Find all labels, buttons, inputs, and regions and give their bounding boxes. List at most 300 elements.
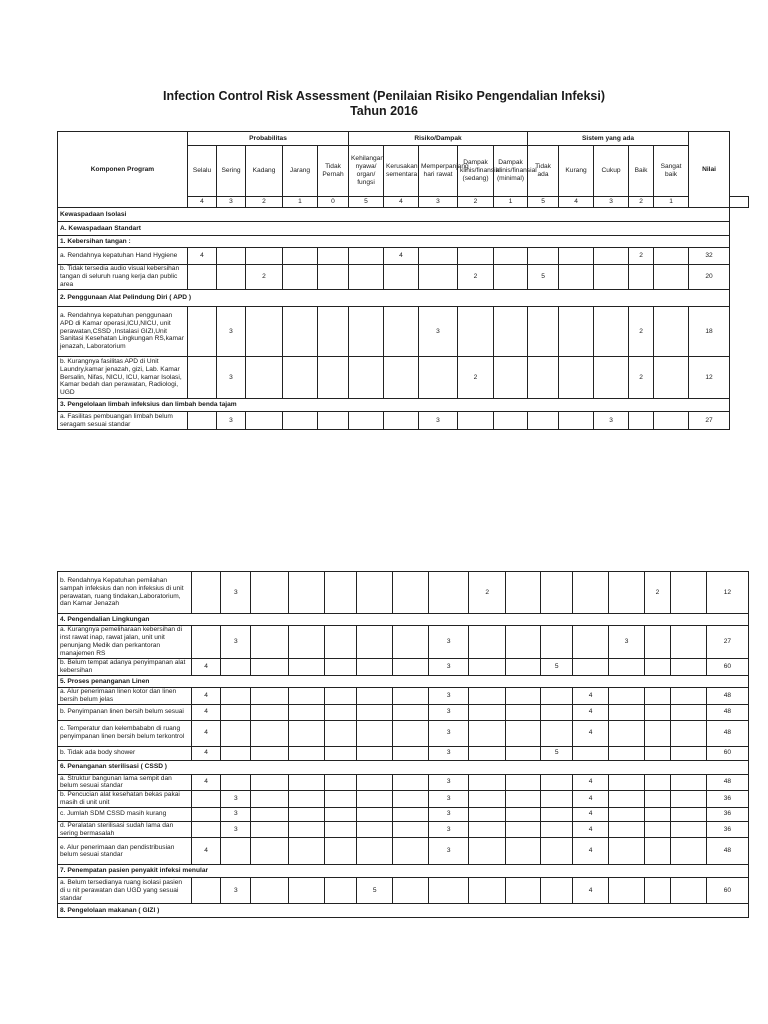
- score-cell: [645, 821, 671, 838]
- table-row: [58, 688, 749, 705]
- score-cell: [506, 878, 541, 904]
- score-cell: [357, 704, 393, 720]
- score-cell: [458, 248, 494, 265]
- score-cell: 3: [429, 688, 469, 705]
- score-cell: [251, 774, 289, 791]
- score-cell: [506, 572, 541, 614]
- score-cell: [283, 248, 318, 265]
- score-cell: [289, 774, 325, 791]
- score-cell: [393, 659, 429, 676]
- section-row: [58, 236, 749, 248]
- header-column-label: Kadang: [246, 146, 283, 197]
- score-cell: 3: [429, 774, 469, 791]
- nilai-cell: 32: [689, 248, 730, 265]
- score-cell: [318, 357, 349, 399]
- score-cell: [670, 688, 706, 705]
- score-cell: [494, 357, 528, 399]
- section-row: [58, 614, 749, 626]
- score-cell: 3: [429, 838, 469, 865]
- table-row: [58, 357, 749, 399]
- table-row: [58, 307, 749, 357]
- score-cell: [645, 774, 671, 791]
- score-cell: 4: [573, 720, 609, 746]
- score-cell: [318, 248, 349, 265]
- score-cell: 3: [429, 720, 469, 746]
- header-column-score: 1: [494, 197, 528, 208]
- score-cell: 3: [221, 821, 251, 838]
- score-cell: [251, 807, 289, 821]
- score-cell: [325, 821, 357, 838]
- score-cell: [384, 307, 419, 357]
- score-cell: [429, 878, 469, 904]
- score-cell: 3: [217, 412, 246, 430]
- score-cell: [645, 659, 671, 676]
- nilai-cell: 48: [706, 720, 748, 746]
- header-sistem-yang-ada: Sistem yang ada: [528, 132, 689, 146]
- score-cell: [573, 626, 609, 659]
- score-cell: [469, 704, 506, 720]
- score-cell: 3: [221, 878, 251, 904]
- score-cell: [654, 265, 689, 290]
- score-cell: [670, 878, 706, 904]
- score-cell: [609, 774, 645, 791]
- score-cell: [251, 821, 289, 838]
- score-cell: [357, 774, 393, 791]
- header-column-score: 4: [559, 197, 594, 208]
- score-cell: [469, 720, 506, 746]
- score-cell: [384, 412, 419, 430]
- header-column-score: 3: [217, 197, 246, 208]
- score-cell: [393, 807, 429, 821]
- score-cell: [541, 720, 573, 746]
- score-cell: [594, 307, 629, 357]
- score-cell: [419, 248, 458, 265]
- score-cell: 5: [541, 659, 573, 676]
- score-cell: [419, 265, 458, 290]
- score-cell: [506, 821, 541, 838]
- score-cell: [670, 821, 706, 838]
- score-cell: [357, 807, 393, 821]
- table-row: [58, 746, 749, 760]
- score-cell: [429, 572, 469, 614]
- score-cell: [325, 688, 357, 705]
- score-cell: 4: [573, 838, 609, 865]
- score-cell: [609, 838, 645, 865]
- section-row: [58, 222, 749, 236]
- score-cell: [251, 720, 289, 746]
- score-cell: [393, 838, 429, 865]
- score-cell: [541, 791, 573, 808]
- score-cell: [609, 807, 645, 821]
- table-row: [58, 626, 749, 659]
- score-cell: [506, 659, 541, 676]
- header-column-score: 2: [629, 197, 654, 208]
- section-heading: 4. Pengendalian Lingkungan: [58, 614, 749, 626]
- score-cell: 3: [217, 357, 246, 399]
- score-cell: [289, 821, 325, 838]
- score-cell: 3: [594, 412, 629, 430]
- score-cell: [393, 720, 429, 746]
- score-cell: [325, 626, 357, 659]
- section-heading: 2. Penggunaan Alat Pelindung Diri ( APD ): [58, 290, 730, 307]
- score-cell: [469, 807, 506, 821]
- section-heading: 8. Pengelolaan makanan ( GIZI ): [58, 904, 749, 918]
- score-cell: [541, 838, 573, 865]
- score-cell: [251, 572, 289, 614]
- score-cell: [393, 774, 429, 791]
- score-cell: [670, 659, 706, 676]
- score-cell: [325, 704, 357, 720]
- score-cell: 3: [419, 307, 458, 357]
- score-cell: [325, 572, 357, 614]
- table-row: [58, 774, 749, 791]
- score-cell: [357, 791, 393, 808]
- score-cell: 2: [629, 248, 654, 265]
- score-cell: [357, 746, 393, 760]
- score-cell: [221, 746, 251, 760]
- score-cell: [594, 265, 629, 290]
- score-cell: [246, 412, 283, 430]
- row-description: a. Rendahnya kepatuhan Hand Hygiene: [58, 248, 188, 265]
- section-row: [58, 399, 749, 412]
- nilai-cell: 60: [706, 659, 748, 676]
- score-cell: [506, 704, 541, 720]
- score-cell: [246, 248, 283, 265]
- section-row: [58, 676, 749, 688]
- score-cell: [251, 838, 289, 865]
- score-cell: [670, 572, 706, 614]
- header-column-label: Sering: [217, 146, 246, 197]
- header-column-label: Dampak klinis/finansial (minimal): [494, 146, 528, 197]
- score-cell: 3: [429, 807, 469, 821]
- score-cell: 3: [221, 807, 251, 821]
- score-cell: [645, 720, 671, 746]
- score-cell: [289, 572, 325, 614]
- score-cell: [528, 307, 559, 357]
- score-cell: 4: [573, 807, 609, 821]
- score-cell: [393, 821, 429, 838]
- score-cell: [506, 774, 541, 791]
- score-cell: [393, 688, 429, 705]
- row-description: c. Jumlah SDM CSSD masih kurang: [58, 807, 192, 821]
- score-cell: [188, 265, 217, 290]
- score-cell: [283, 357, 318, 399]
- row-description: b. Tidak tersedia audio visual kebersihan tangan di seluruh ruang kerja dan public area: [58, 265, 188, 290]
- score-cell: 4: [191, 704, 221, 720]
- score-cell: [349, 357, 384, 399]
- score-cell: [670, 774, 706, 791]
- score-cell: [246, 357, 283, 399]
- score-cell: [191, 807, 221, 821]
- score-cell: [670, 807, 706, 821]
- score-cell: 3: [221, 572, 251, 614]
- score-cell: [289, 626, 325, 659]
- score-cell: [469, 838, 506, 865]
- risk-assessment-table-part1: [57, 131, 749, 430]
- score-cell: 4: [573, 821, 609, 838]
- header-column-score: 2: [246, 197, 283, 208]
- score-cell: [289, 807, 325, 821]
- score-cell: [469, 746, 506, 760]
- score-cell: 4: [188, 248, 217, 265]
- score-cell: [469, 626, 506, 659]
- score-cell: [506, 626, 541, 659]
- score-cell: 4: [191, 746, 221, 760]
- score-cell: 3: [217, 307, 246, 357]
- score-cell: [325, 659, 357, 676]
- score-cell: 3: [429, 791, 469, 808]
- header-column-label: Kurang: [559, 146, 594, 197]
- score-cell: [191, 878, 221, 904]
- header-column-score: 0: [318, 197, 349, 208]
- score-cell: [393, 626, 429, 659]
- score-cell: [609, 688, 645, 705]
- row-description: a. Kurangnya pemeliharaan kebersihan di inst rawat inap, rawat jalan, unit unit penunjang Medik dan perkantoran manajemen RS: [58, 626, 192, 659]
- row-description: b. Rendahnya Kepatuhan pemilahan sampah infeksius dan non infeksius di unit perawatan, ruang tindakan,Laboratorium, dan Kamar Jenazah: [58, 572, 192, 614]
- score-cell: [469, 878, 506, 904]
- score-cell: [609, 878, 645, 904]
- score-cell: [393, 791, 429, 808]
- score-cell: [469, 659, 506, 676]
- score-cell: [541, 878, 573, 904]
- nilai-cell: 48: [706, 704, 748, 720]
- score-cell: [251, 878, 289, 904]
- score-cell: [469, 688, 506, 705]
- score-cell: [393, 878, 429, 904]
- score-cell: [251, 704, 289, 720]
- nilai-cell: 36: [706, 821, 748, 838]
- score-cell: [325, 720, 357, 746]
- row-description: b. Tidak ada body shower: [58, 746, 192, 760]
- row-description: b. Belum tempat adanya penyimpanan alat kebersihan: [58, 659, 192, 676]
- header-column-label: Jarang: [283, 146, 318, 197]
- score-cell: [393, 746, 429, 760]
- score-cell: [318, 265, 349, 290]
- score-cell: [217, 248, 246, 265]
- score-cell: 3: [429, 626, 469, 659]
- score-cell: [654, 412, 689, 430]
- score-cell: 5: [357, 878, 393, 904]
- score-cell: [191, 626, 221, 659]
- header-nilai: Nilai: [689, 132, 730, 208]
- section-row: [58, 208, 749, 222]
- score-cell: 5: [541, 746, 573, 760]
- score-cell: [528, 412, 559, 430]
- header-column-score: 3: [419, 197, 458, 208]
- score-cell: 4: [573, 688, 609, 705]
- nilai-cell: 18: [689, 307, 730, 357]
- table-row: [58, 720, 749, 746]
- score-cell: [349, 307, 384, 357]
- section-row: [58, 904, 749, 918]
- score-cell: [325, 746, 357, 760]
- score-cell: [349, 248, 384, 265]
- nilai-cell: 48: [706, 688, 748, 705]
- document-title: Infection Control Risk Assessment (Penilaian Risiko Pengendalian Infeksi): [162, 89, 605, 103]
- nilai-cell: 27: [689, 412, 730, 430]
- score-cell: 3: [429, 704, 469, 720]
- score-cell: 2: [629, 357, 654, 399]
- nilai-cell: 36: [706, 807, 748, 821]
- score-cell: [349, 412, 384, 430]
- score-cell: [573, 746, 609, 760]
- score-cell: 2: [469, 572, 506, 614]
- nilai-cell: 27: [706, 626, 748, 659]
- header-score-blank: [730, 197, 749, 208]
- nilai-cell: 48: [706, 774, 748, 791]
- section-row: [58, 290, 749, 307]
- score-cell: [654, 357, 689, 399]
- score-cell: [188, 357, 217, 399]
- score-cell: [594, 357, 629, 399]
- score-cell: [645, 807, 671, 821]
- score-cell: [494, 248, 528, 265]
- score-cell: [221, 659, 251, 676]
- row-description: a. Rendahnya kepatuhan penggunaan APD di Kamar operasi,ICU,NICU, unit perawatan,CSSD ,Instalasi GIZI,Unit Sanitasi Kesehatan Lingkungan RS,kamar jenazah, Laboratorium: [58, 307, 188, 357]
- score-cell: [251, 688, 289, 705]
- header-column-score: 4: [188, 197, 217, 208]
- score-cell: [325, 838, 357, 865]
- table-row: [58, 838, 749, 865]
- table-row: [58, 412, 749, 430]
- score-cell: [283, 265, 318, 290]
- score-cell: [393, 572, 429, 614]
- header-column-label: Dampak klinis/finansial (sedang): [458, 146, 494, 197]
- score-cell: [357, 572, 393, 614]
- score-cell: [325, 791, 357, 808]
- score-cell: 3: [419, 412, 458, 430]
- row-description: e. Alur penerimaan dan pendistribusian belum sesuai standar: [58, 838, 192, 865]
- score-cell: 3: [221, 791, 251, 808]
- score-cell: [506, 838, 541, 865]
- section-row: [58, 760, 749, 774]
- score-cell: [283, 412, 318, 430]
- score-cell: [251, 791, 289, 808]
- score-cell: [541, 821, 573, 838]
- score-cell: [357, 626, 393, 659]
- header-column-label: Sangat baik: [654, 146, 689, 197]
- score-cell: [393, 704, 429, 720]
- row-description: c. Temperatur dan kelembababn di ruang penyimpanan linen bersih belum terkontrol: [58, 720, 192, 746]
- score-cell: [349, 265, 384, 290]
- score-cell: [559, 248, 594, 265]
- score-cell: [670, 746, 706, 760]
- header-column-score: 5: [349, 197, 384, 208]
- row-description: a. Belum tersedianya ruang isolasi pasien di u nit perawatan dan UGD yang sesuai standar: [58, 878, 192, 904]
- score-cell: [357, 659, 393, 676]
- score-cell: [469, 774, 506, 791]
- table-row: [58, 248, 749, 265]
- row-description: d. Peralatan sterilisasi sudah lama dan sering bermasalah: [58, 821, 192, 838]
- nilai-cell: 60: [706, 878, 748, 904]
- score-cell: [506, 720, 541, 746]
- score-cell: [573, 659, 609, 676]
- score-cell: [283, 307, 318, 357]
- score-cell: [191, 821, 221, 838]
- score-cell: [289, 838, 325, 865]
- score-cell: 4: [191, 659, 221, 676]
- table-row: [58, 791, 749, 808]
- score-cell: [357, 838, 393, 865]
- score-cell: 4: [191, 720, 221, 746]
- row-description: a. Alur penerimaan linen kotor dan linen bersih belum jelas: [58, 688, 192, 705]
- section-heading: 1. Kebersihan tangan :: [58, 236, 730, 248]
- score-cell: [645, 838, 671, 865]
- score-cell: [221, 720, 251, 746]
- score-cell: [188, 307, 217, 357]
- score-cell: [384, 357, 419, 399]
- score-cell: [458, 412, 494, 430]
- score-cell: [609, 746, 645, 760]
- score-cell: [645, 704, 671, 720]
- header-column-score: 1: [283, 197, 318, 208]
- table-row: [58, 821, 749, 838]
- nilai-cell: 48: [706, 838, 748, 865]
- score-cell: [645, 746, 671, 760]
- score-cell: [325, 807, 357, 821]
- score-cell: 4: [573, 878, 609, 904]
- score-cell: [289, 791, 325, 808]
- table-row: [58, 807, 749, 821]
- header-komponen-program: Komponen Program: [58, 132, 188, 208]
- header-column-score: 1: [654, 197, 689, 208]
- score-cell: [573, 572, 609, 614]
- score-cell: 4: [191, 838, 221, 865]
- score-cell: [246, 307, 283, 357]
- header-column-label: Tidak Pernah: [318, 146, 349, 197]
- score-cell: [559, 307, 594, 357]
- header-probabilitas: Probabilitas: [188, 132, 349, 146]
- score-cell: [528, 357, 559, 399]
- score-cell: [318, 412, 349, 430]
- score-cell: [609, 791, 645, 808]
- row-description: b. Penyimpanan linen bersih belum sesuai: [58, 704, 192, 720]
- score-cell: 5: [528, 265, 559, 290]
- score-cell: [541, 774, 573, 791]
- score-cell: [670, 626, 706, 659]
- score-cell: [654, 248, 689, 265]
- score-cell: [251, 659, 289, 676]
- header-risiko-dampak: Risiko/Dampak: [349, 132, 528, 146]
- score-cell: [458, 307, 494, 357]
- score-cell: 2: [458, 265, 494, 290]
- score-cell: [541, 626, 573, 659]
- score-cell: [541, 688, 573, 705]
- score-cell: [188, 412, 217, 430]
- score-cell: [494, 412, 528, 430]
- row-description: a. Struktur bangunan lama sempit dan belum sesuai standar: [58, 774, 192, 791]
- score-cell: [609, 704, 645, 720]
- header-column-score: 3: [594, 197, 629, 208]
- score-cell: [357, 688, 393, 705]
- score-cell: [541, 572, 573, 614]
- section-heading: 7. Penempatan pasien penyakit infeksi menular: [58, 865, 749, 878]
- row-description: b. Kurangnya fasilitas APD di Unit Laundry,kamar jenazah, gizi, Lab. Kamar Bersalin, Nifas, NICU, ICU, kamar Isolasi, Kamar bedah dan perawatan, Radiologi, UGD: [58, 357, 188, 399]
- row-description: a. Fasilitas pembuangan limbah belum seragam sesuai standar: [58, 412, 188, 430]
- score-cell: [506, 688, 541, 705]
- score-cell: 2: [645, 572, 671, 614]
- document-subtitle-year: Tahun 2016: [350, 104, 418, 118]
- nilai-cell: 12: [706, 572, 748, 614]
- score-cell: [325, 774, 357, 791]
- header-column-score: 5: [528, 197, 559, 208]
- score-cell: 2: [629, 307, 654, 357]
- score-cell: 4: [573, 791, 609, 808]
- nilai-cell: 36: [706, 791, 748, 808]
- score-cell: [506, 791, 541, 808]
- score-cell: [217, 265, 246, 290]
- score-cell: [645, 878, 671, 904]
